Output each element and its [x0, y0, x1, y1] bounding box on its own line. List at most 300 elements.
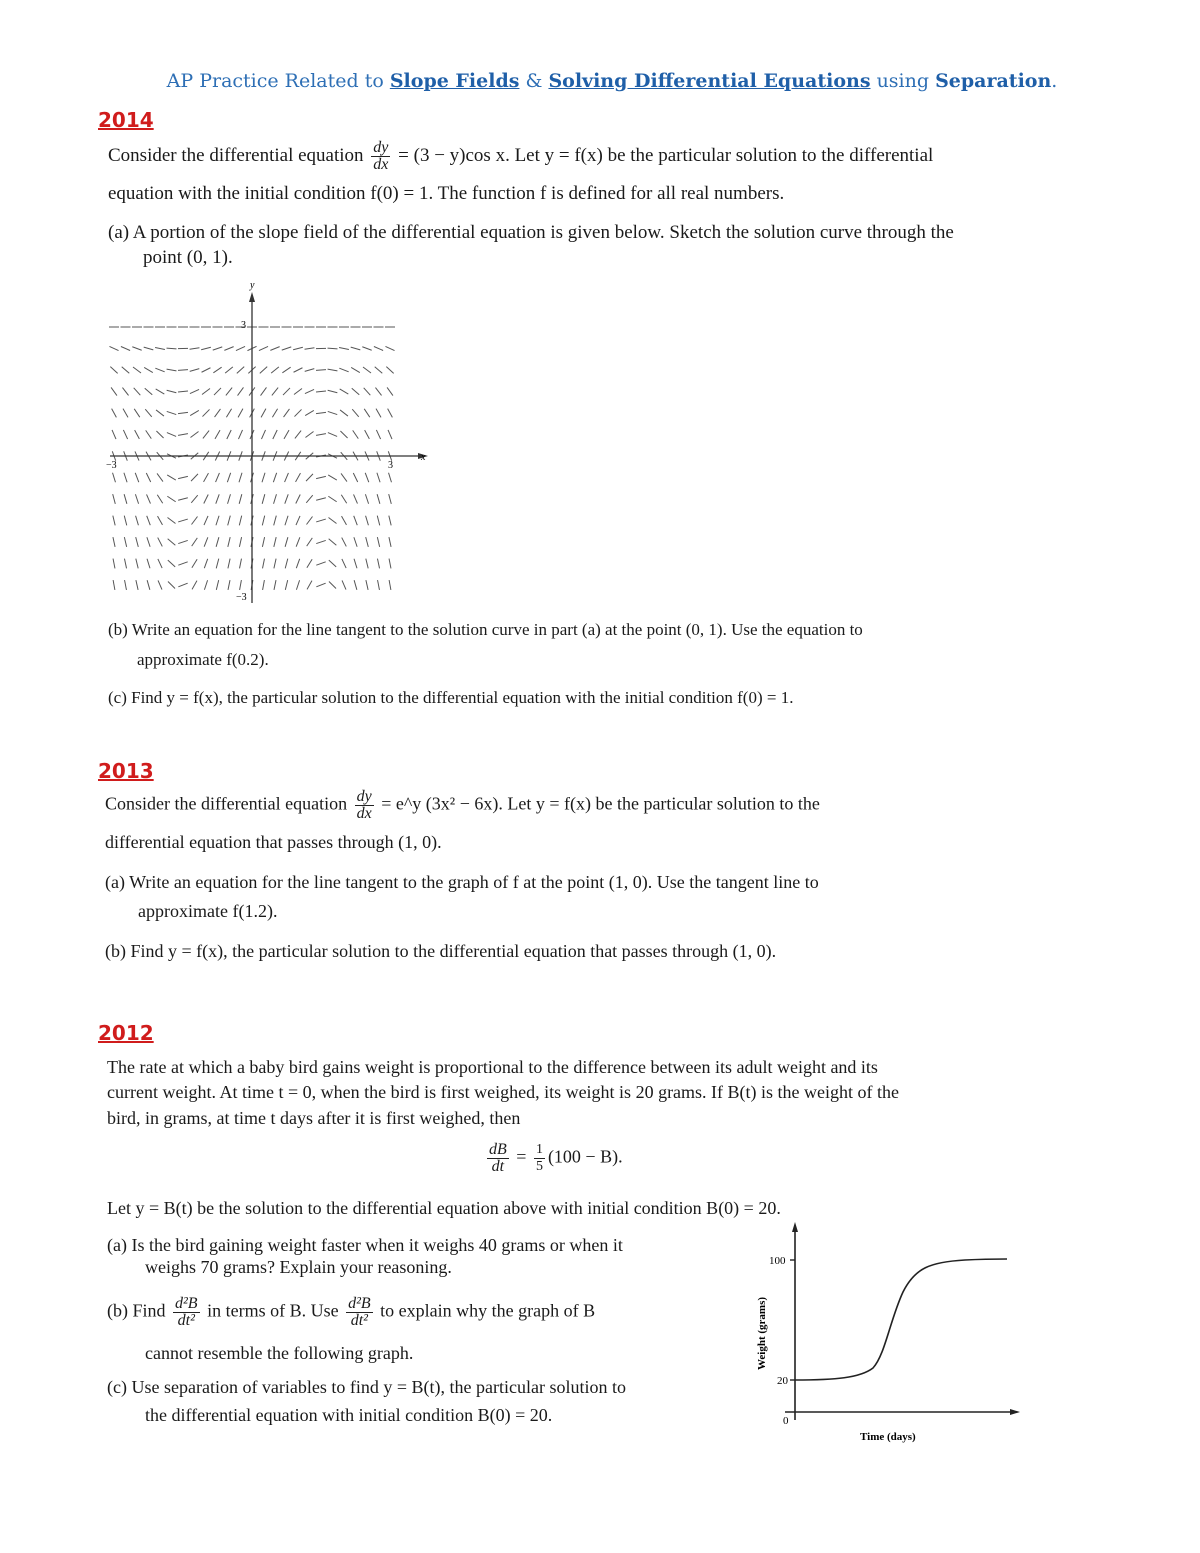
slope-segment: [113, 494, 116, 504]
slope-segment: [167, 496, 175, 502]
q2012-d2Bdt2-fraction-2: [346, 1296, 373, 1329]
slope-segment: [305, 348, 315, 349]
slope-segment: [155, 368, 164, 372]
slope-segment: [227, 430, 231, 439]
slope-segment: [285, 473, 289, 482]
slope-segment: [328, 496, 336, 502]
slope-segment: [157, 473, 163, 481]
slope-segment: [156, 410, 164, 416]
slope-segment: [329, 581, 336, 588]
q2014-intro-line2: equation with the initial condition f(0) = 1. The function f is defined for all real numbers.: [108, 183, 785, 204]
slope-segment: [305, 369, 315, 372]
slope-segment: [146, 473, 150, 482]
slope-segment: [135, 430, 140, 439]
slope-segment: [388, 430, 392, 439]
q2012-b-frac2-den: dt²: [350, 1312, 368, 1329]
slope-segment: [316, 498, 326, 501]
q2014-part-a-line1: (a) A portion of the slope field of the differential equation is given below. Sketch the solution curve through the: [108, 222, 954, 243]
slope-segment: [147, 580, 150, 590]
q2012-b-mid: in terms of B. Use: [207, 1300, 339, 1321]
q2012-eq-frac-num: dB: [489, 1141, 507, 1158]
slope-segment: [204, 559, 207, 568]
slope-segment: [354, 537, 357, 546]
slope-segment: [305, 389, 314, 393]
slope-segment: [284, 430, 289, 439]
slope-segment: [125, 580, 127, 590]
slope-segment: [214, 388, 221, 395]
slope-segment: [136, 580, 138, 590]
q2013-intro-line1: [105, 789, 820, 822]
slope-segment: [339, 348, 349, 350]
slope-segment: [389, 494, 392, 504]
slope-segment: [123, 430, 127, 439]
slope-segment: [270, 347, 279, 351]
slope-segment: [262, 537, 264, 547]
slope-segment: [124, 537, 126, 547]
slope-segment: [316, 583, 325, 587]
slope-segment: [366, 580, 368, 590]
q2012-eq-equals: =: [516, 1146, 527, 1167]
slope-segment: [178, 434, 188, 436]
slope-segment: [239, 516, 241, 526]
q2014-dydx-fraction: [371, 140, 390, 173]
slope-segment: [135, 473, 139, 482]
slope-segment: [351, 367, 360, 372]
slope-segment: [109, 346, 118, 350]
slope-segment: [191, 474, 198, 481]
y-axis-label: y: [250, 280, 255, 291]
slope-segment: [156, 431, 163, 438]
q2013-frac-den: dx: [356, 805, 372, 822]
slope-segment: [262, 473, 265, 483]
slope-segment: [341, 473, 347, 481]
year-2013-heading: 2013: [98, 759, 154, 783]
slope-segment: [328, 390, 338, 392]
slope-segment: [239, 494, 242, 504]
tick-x-minus-3: −3: [106, 460, 117, 471]
slope-segment: [285, 537, 288, 547]
slope-segment: [389, 559, 391, 569]
slope-segment: [168, 560, 175, 567]
slope-segment: [386, 367, 393, 374]
slope-segment: [204, 580, 207, 590]
slope-segment: [377, 473, 380, 483]
q2012-equation: [484, 1142, 623, 1175]
slope-segment: [296, 516, 300, 525]
slope-segment: [192, 581, 197, 590]
q2014-frac-den: dx: [373, 156, 389, 173]
slope-segment: [352, 409, 358, 417]
slope-segment: [111, 387, 117, 395]
slope-segment: [364, 388, 371, 395]
slope-segment: [178, 498, 188, 501]
slope-segment: [274, 537, 276, 547]
slope-segment: [192, 538, 198, 546]
tick-x-3: 3: [388, 460, 393, 471]
slope-segment: [273, 430, 277, 439]
slope-segment: [202, 409, 209, 416]
title-separation: Separation: [935, 70, 1052, 92]
slope-segment: [204, 473, 209, 482]
slope-segment: [366, 516, 369, 526]
slope-segment: [112, 409, 117, 418]
q2012-dBdt-fraction: [487, 1142, 509, 1175]
slope-segment: [122, 388, 128, 396]
slope-segment: [294, 409, 301, 416]
q2014-intro-line1: [108, 140, 933, 173]
slope-segment: [316, 370, 326, 371]
slope-segment: [306, 517, 312, 525]
slope-segment: [158, 580, 162, 589]
q2014-part-b-line1: (b) Write an equation for the line tangent to the solution curve in part (a) at the point (0, 1). Use the equation to: [108, 620, 863, 639]
q2013-intro-a: Consider the differential equation: [105, 793, 348, 814]
q2014-part-c-line1: (c) Find y = f(x), the particular solution to the differential equation with the initial condition f(0) = 1.: [108, 688, 794, 707]
q2012-b-end: to explain why the graph of B: [380, 1300, 596, 1321]
slope-segment: [167, 390, 177, 392]
slope-segment: [158, 538, 163, 547]
slope-segment: [238, 387, 244, 395]
slope-segment: [307, 581, 312, 590]
slope-segment: [365, 430, 370, 439]
slope-segment: [329, 560, 336, 567]
slope-segment: [178, 540, 188, 543]
q2012-b-frac1-num: d²B: [175, 1295, 198, 1312]
slope-segment: [113, 559, 115, 569]
slope-segment: [190, 348, 200, 349]
slope-segment: [354, 580, 357, 590]
q2013-intro-b: = e^y (3x² − 6x). Let y = f(x) be the particular solution to the: [381, 793, 820, 814]
slope-segment: [340, 410, 348, 416]
q2013-intro-line2: differential equation that passes through (1, 0).: [105, 832, 442, 852]
q2012-part-b-line2: cannot resemble the following graph.: [145, 1343, 414, 1363]
slope-segment: [155, 348, 165, 350]
slope-segment: [341, 495, 346, 503]
slope-segment: [158, 559, 162, 568]
q2012-part-c-line1: (c) Use separation of variables to find y = B(t), the particular solution to: [107, 1377, 627, 1397]
slope-segment: [389, 537, 391, 547]
x-axis-label: x: [421, 452, 426, 463]
slope-segment: [224, 347, 233, 351]
title-using: using: [870, 70, 936, 92]
slope-segment: [284, 409, 290, 417]
slope-segment: [339, 368, 348, 372]
slope-segment: [113, 473, 116, 483]
slope-segment: [168, 518, 176, 524]
slope-segment: [216, 516, 219, 526]
q2012-b-frac2-num: d²B: [348, 1295, 371, 1312]
slope-segment: [307, 559, 312, 568]
slope-segment: [272, 409, 277, 418]
q2014-part-b-line2: approximate f(0.2).: [137, 650, 269, 669]
slope-segment: [353, 430, 359, 438]
slope-segment: [282, 347, 291, 350]
slope-segment: [136, 537, 139, 547]
q2012-part-a-line1: (a) Is the bird gaining weight faster when it weighs 40 grams or when it: [107, 1235, 623, 1255]
q2012-d2Bdt2-fraction-1: [173, 1296, 200, 1329]
slope-segment: [329, 518, 337, 524]
slope-segment: [342, 559, 346, 568]
slope-segment: [389, 580, 391, 590]
slope-segment: [351, 347, 361, 350]
slope-segment: [145, 409, 151, 417]
slope-segment: [328, 348, 338, 349]
slope-segment: [306, 495, 312, 503]
slope-segment: [274, 580, 276, 590]
slope-segment: [204, 495, 208, 504]
tick-y-3: 3: [241, 320, 246, 331]
slope-segment: [167, 411, 176, 414]
weight-axis-label: Weight (grams): [756, 1296, 768, 1370]
slope-segment: [340, 431, 347, 438]
q2014-frac-num: dy: [373, 139, 389, 156]
slope-segment: [316, 434, 326, 436]
slope-segment: [156, 389, 165, 394]
q2014-intro-b: = (3 − y)cos x. Let y = f(x) be the particular solution to the differential: [398, 144, 934, 166]
slope-segment: [260, 367, 267, 374]
slope-segment: [316, 412, 326, 413]
slope-segment: [216, 580, 218, 590]
slope-segment: [178, 583, 187, 587]
title-solving-de: Solving Differential Equations: [548, 70, 871, 92]
slope-segment: [192, 559, 197, 568]
year-2012-heading: 2012: [98, 1021, 154, 1045]
slope-segment: [375, 367, 383, 374]
slope-segment: [226, 388, 232, 396]
slope-segment: [285, 580, 287, 590]
q2013-part-a-line1: (a) Write an equation for the line tangent to the graph of f at the point (1, 0). Use the tangent line to: [105, 872, 819, 892]
slope-segment: [273, 473, 276, 482]
slope-segment: [201, 347, 211, 349]
time-x-axis-arrow-icon: [1010, 1409, 1020, 1415]
slope-segment: [134, 388, 141, 395]
slope-segment: [136, 516, 139, 526]
slope-segment: [342, 538, 347, 547]
slope-segment: [167, 433, 176, 437]
slope-segment: [167, 369, 177, 371]
weight-growth-curve: [795, 1259, 1007, 1380]
slope-segment: [363, 367, 371, 373]
slope-segment: [236, 346, 245, 350]
slope-segment: [377, 516, 380, 526]
slope-segment: [216, 494, 219, 503]
slope-segment: [113, 516, 115, 526]
slope-segment: [213, 367, 221, 373]
slope-segment: [121, 347, 130, 351]
weight-tick-0: 0: [783, 1415, 789, 1427]
slope-segment: [340, 389, 349, 394]
slope-segment: [378, 580, 380, 590]
slope-segment: [124, 473, 127, 483]
slope-segment: [110, 367, 117, 374]
slope-segment: [354, 494, 358, 503]
slope-segment: [228, 580, 230, 590]
slope-segment: [328, 411, 337, 414]
slope-segment: [178, 391, 188, 392]
q2012-let-line: Let y = B(t) be the solution to the differential equation above with initial condition B(0) = 20.: [107, 1198, 781, 1218]
q2012-coef-den: 5: [535, 1159, 543, 1174]
tick-y-minus-3: −3: [236, 592, 247, 603]
slope-segment: [216, 559, 219, 569]
slope-segment: [147, 559, 150, 569]
slope-segment: [124, 516, 127, 526]
slope-segment: [296, 580, 299, 590]
slope-segment: [342, 516, 347, 525]
slope-segment: [228, 559, 230, 569]
slope-segment: [215, 430, 220, 439]
slope-segment: [328, 475, 337, 480]
title-ampersand: &: [519, 70, 549, 92]
slope-segment: [296, 473, 301, 482]
slope-segment: [366, 537, 369, 547]
slope-segment: [274, 494, 277, 504]
slope-segment: [178, 562, 187, 565]
slope-segment: [145, 388, 153, 395]
slope-segment: [147, 494, 151, 503]
slope-segment: [213, 347, 222, 350]
slope-segment: [147, 537, 150, 546]
slope-segment: [158, 516, 163, 525]
slope-segment: [204, 537, 208, 546]
slope-segment: [168, 539, 176, 545]
slope-segment: [147, 516, 151, 525]
slope-segment: [216, 537, 219, 547]
slope-segment: [113, 537, 115, 547]
slope-segment: [157, 495, 162, 503]
slope-segment: [376, 409, 381, 418]
weight-time-graph: [745, 1220, 1035, 1450]
q2012-para-line2: current weight. At time t = 0, when the bird is first weighed, its weight is 20 grams. If B(t) is the weight of the: [107, 1082, 900, 1102]
slope-segment: [296, 495, 300, 504]
slope-segment: [365, 494, 368, 503]
slope-segment: [263, 559, 265, 569]
slope-segment: [307, 538, 313, 546]
year-2014-heading: 2014: [98, 108, 154, 132]
slope-segment: [376, 430, 380, 439]
slope-segment: [305, 410, 314, 415]
slope-segment: [316, 540, 326, 543]
slope-field-graph: [100, 278, 440, 608]
slope-segment: [203, 431, 209, 439]
slope-segment: [136, 559, 138, 569]
slope-segment: [238, 430, 242, 439]
slope-segment: [285, 494, 288, 503]
slope-segment: [215, 409, 221, 417]
title-slope-fields: Slope Fields: [389, 70, 520, 92]
slope-segment: [178, 519, 188, 522]
slope-segment: [124, 494, 127, 504]
slope-segment: [274, 516, 277, 526]
slope-segment: [296, 559, 299, 568]
slope-segment: [134, 409, 140, 417]
y-axis-arrow-icon: [249, 292, 255, 302]
slope-segment: [389, 473, 392, 483]
slope-segment: [365, 473, 369, 482]
slope-segment: [354, 516, 358, 525]
slope-segment: [262, 494, 265, 504]
slope-segment: [204, 516, 208, 525]
slope-segment: [146, 430, 152, 438]
slope-segment: [261, 430, 265, 439]
slope-segment: [228, 516, 231, 526]
slope-segment: [191, 517, 197, 525]
slope-segment: [216, 473, 220, 482]
q2012-eq-rest: (100 − B).: [547, 1146, 623, 1167]
slope-segment: [316, 519, 326, 522]
q2012-part-a-line2: weighs 70 grams? Explain your reasoning.: [145, 1257, 452, 1277]
q2012-para-line3: bird, in grams, at time t days after it is first weighed, then: [107, 1108, 521, 1128]
slope-segment: [178, 412, 188, 413]
slope-segment: [238, 409, 243, 418]
slope-segment: [388, 409, 393, 418]
slope-segment: [387, 387, 393, 395]
slope-segment: [316, 562, 325, 565]
slope-segment: [168, 581, 175, 588]
slope-segment: [294, 388, 302, 394]
slope-segment: [283, 388, 290, 395]
slope-segment: [135, 494, 138, 503]
slope-segment: [228, 494, 231, 504]
slope-segment: [191, 495, 197, 503]
q2013-frac-num: dy: [356, 788, 372, 805]
slope-segment: [228, 537, 230, 547]
slope-segment: [113, 580, 115, 590]
q2012-eq-frac-den: dt: [491, 1158, 505, 1175]
slope-segment: [261, 387, 267, 395]
slope-segment: [178, 476, 188, 478]
slope-segment: [294, 368, 303, 373]
title-prefix: AP Practice Related to: [166, 70, 390, 92]
slope-segment: [122, 367, 130, 374]
slope-segment: [282, 367, 290, 373]
slope-segment: [262, 516, 264, 526]
slope-segment: [144, 347, 154, 350]
slope-segment: [240, 580, 242, 590]
slope-segment: [190, 410, 199, 415]
slope-segment: [316, 391, 326, 392]
slope-segment: [202, 388, 210, 394]
slope-segment: [225, 367, 233, 373]
q2012-part-c-line2: the differential equation with initial condition B(0) = 20.: [145, 1405, 553, 1425]
slope-segment: [239, 537, 241, 547]
slope-segment: [293, 347, 303, 349]
slope-segment: [190, 389, 199, 393]
slope-segment: [144, 367, 153, 372]
slope-segment: [328, 433, 337, 437]
slope-segment: [133, 367, 141, 373]
q2012-one-fifth-fraction: [534, 1142, 545, 1175]
slope-segment: [377, 559, 379, 569]
slope-segment: [190, 432, 198, 438]
slope-segment: [296, 537, 300, 546]
slope-segment: [261, 409, 266, 418]
q2013-part-a-line2: approximate f(1.2).: [138, 901, 278, 921]
slope-segment: [374, 347, 383, 351]
slope-segment: [285, 516, 288, 526]
slope-segment: [328, 369, 338, 371]
slope-segment: [178, 370, 188, 371]
slope-segment: [316, 476, 326, 478]
slope-segment: [167, 348, 177, 349]
slope-segment: [377, 537, 379, 547]
q2012-part-b-line1: [107, 1296, 595, 1329]
slope-segment: [385, 346, 394, 350]
time-axis-label: Time (days): [860, 1431, 916, 1443]
slope-segment: [353, 473, 357, 482]
slope-segment: [389, 516, 391, 526]
slope-segment: [305, 432, 313, 438]
weight-tick-100: 100: [769, 1255, 786, 1267]
slope-segment: [295, 431, 301, 439]
